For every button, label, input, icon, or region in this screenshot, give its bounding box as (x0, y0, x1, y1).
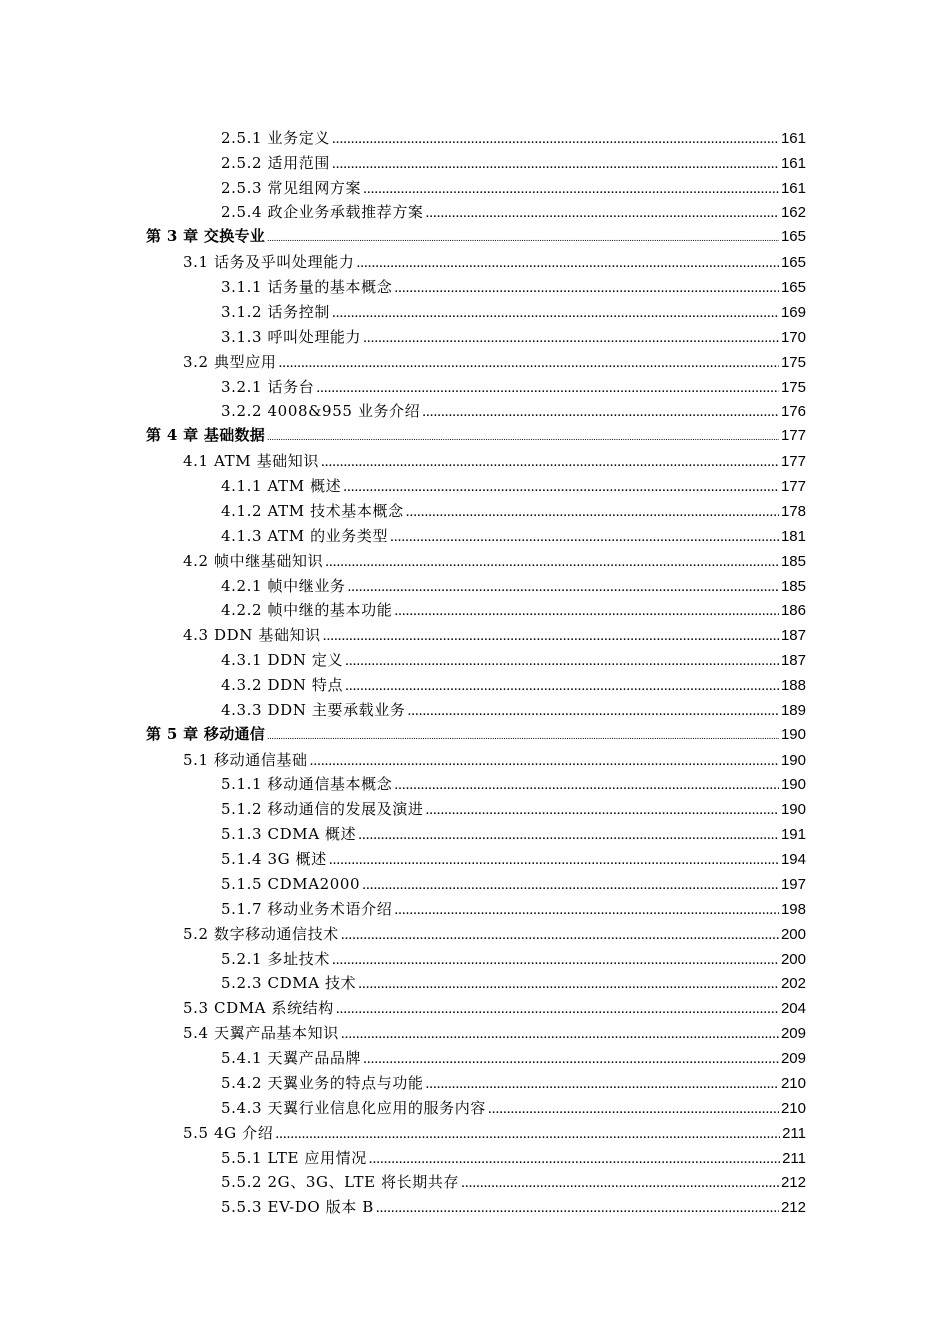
toc-page-number: 177 (780, 478, 806, 496)
toc-page-number: 212 (780, 1199, 806, 1217)
toc-entry-title: 5.2.3 CDMA 技术 (221, 974, 357, 993)
toc-section-entry[interactable] (0, 323, 950, 348)
toc-section-entry[interactable] (0, 1144, 950, 1169)
toc-dot-leader (407, 702, 778, 721)
toc-entry-title: 3.2.2 4008&955 业务介绍 (221, 402, 421, 421)
toc-entry-title: 4.1 ATM 基础知识 (183, 452, 319, 471)
toc-dot-leader (310, 752, 779, 771)
toc-section-entry[interactable] (0, 348, 950, 373)
toc-page-number: 165 (780, 254, 806, 272)
toc-section-entry[interactable] (0, 1019, 950, 1044)
toc-page-number: 210 (780, 1074, 806, 1092)
toc-entry-line (221, 203, 806, 223)
toc-section-entry[interactable] (0, 671, 950, 696)
toc-section-entry[interactable] (0, 1094, 950, 1119)
toc-dot-leader (341, 926, 779, 945)
toc-dot-leader (363, 180, 779, 199)
toc-dot-leader (394, 901, 779, 920)
toc-dot-leader (329, 851, 779, 870)
toc-page-number: 204 (780, 1000, 806, 1018)
toc-section-entry[interactable] (0, 273, 950, 298)
toc-section-entry[interactable] (0, 845, 950, 870)
toc-entry-line (146, 227, 806, 248)
toc-dot-leader (345, 652, 779, 671)
toc-dot-leader (356, 254, 779, 273)
toc-entry-line (221, 179, 806, 199)
toc-page-number: 185 (780, 577, 806, 595)
toc-section-entry[interactable] (0, 597, 950, 622)
toc-entry-title: 5.2.1 多址技术 (221, 949, 330, 968)
toc-entry-line (146, 426, 806, 447)
toc-page-number: 181 (780, 527, 806, 545)
toc-entry-line (221, 527, 806, 547)
toc-dot-leader (394, 279, 779, 298)
toc-page-number: 161 (780, 154, 806, 172)
toc-dot-leader (390, 528, 779, 547)
toc-entry-line (221, 378, 806, 398)
toc-entry-line (221, 477, 806, 497)
toc-entry-line (221, 1074, 806, 1094)
toc-page-number: 177 (780, 453, 806, 471)
toc-page-number: 177 (780, 427, 806, 445)
toc-entry-title: 2.5.2 适用范围 (221, 153, 330, 172)
toc-page-number: 212 (780, 1174, 806, 1192)
toc-entry-title: 5.1 移动通信基础 (183, 750, 308, 769)
toc-entry-title: 4.1.2 ATM 技术基本概念 (221, 501, 404, 520)
toc-section-entry[interactable] (0, 795, 950, 820)
toc-entry-title: 5.4.1 天翼产品品牌 (221, 1049, 362, 1068)
toc-entry-title: 5.1.2 移动通信的发展及演进 (221, 800, 424, 819)
toc-page-number: 190 (780, 751, 806, 769)
toc-entry-line (221, 950, 806, 970)
toc-entry-title: 4.2.2 帧中继的基本功能 (221, 601, 393, 620)
toc-section-entry[interactable] (0, 547, 950, 572)
toc-entry-title: 4.3.2 DDN 特点 (221, 675, 344, 694)
toc-entry-title: 5.4.3 天翼行业信息化应用的服务内容 (221, 1098, 486, 1117)
toc-dot-leader (362, 876, 779, 895)
toc-entry-line (221, 303, 806, 323)
toc-dot-leader (426, 204, 779, 223)
toc-section-entry[interactable] (0, 771, 950, 796)
toc-page-number: 200 (780, 925, 806, 943)
toc-page-number: 200 (780, 950, 806, 968)
toc-entry-title: 3.2.1 话务台 (221, 377, 315, 396)
toc-section-entry[interactable] (0, 373, 950, 398)
toc-dot-leader (323, 627, 779, 646)
toc-dot-leader (406, 503, 779, 522)
toc-entry-line (221, 800, 806, 820)
toc-entry-line (221, 1198, 806, 1218)
toc-page-number: 185 (780, 552, 806, 570)
toc-entry-title: 4.3.1 DDN 定义 (221, 651, 344, 670)
toc-page-number: 209 (780, 1025, 806, 1043)
toc-entry-title: 5.5.1 LTE 应用情况 (221, 1148, 367, 1167)
toc-entry-title: 5.1.4 3G 概述 (221, 850, 327, 869)
toc-dot-leader (345, 677, 779, 696)
toc-dot-leader (336, 1000, 779, 1019)
toc-entry-line (221, 1173, 806, 1193)
toc-entry-line (183, 626, 806, 646)
toc-entry-title: 5.5.2 2G、3G、LTE 将长期共存 (221, 1173, 460, 1192)
toc-page-number: 197 (780, 875, 806, 893)
toc-dot-leader (394, 776, 779, 795)
toc-section-entry[interactable] (0, 497, 950, 522)
toc-dot-leader (363, 1050, 779, 1069)
toc-dot-leader (278, 354, 779, 373)
toc-page-number: 162 (780, 204, 806, 222)
toc-page-number: 187 (780, 627, 806, 645)
toc-chapter-entry[interactable] (0, 422, 950, 447)
toc-entry-line (221, 278, 806, 298)
toc-page-number: 188 (780, 676, 806, 694)
toc-entry-line (183, 925, 806, 945)
toc-entry-line (221, 129, 806, 149)
toc-dot-leader (325, 553, 779, 572)
toc-entry-line (183, 353, 806, 373)
toc-page-number: 211 (782, 1124, 806, 1142)
toc-page-number: 186 (780, 602, 806, 620)
toc-section-entry[interactable] (0, 174, 950, 199)
toc-entry-line (221, 1099, 806, 1119)
toc-entry-title: 5.1.7 移动业务术语介绍 (221, 899, 393, 918)
toc-section-entry[interactable] (0, 522, 950, 547)
toc-dot-leader (316, 379, 779, 398)
toc-section-entry[interactable] (0, 298, 950, 323)
toc-page-number: 165 (780, 228, 806, 246)
toc-page-number: 194 (780, 851, 806, 869)
toc-page-number: 202 (780, 975, 806, 993)
toc-entry-line (221, 825, 806, 845)
toc-entry-line (221, 775, 806, 795)
toc-entry-title: 5.2 数字移动通信技术 (183, 924, 339, 943)
toc-dot-leader (363, 329, 779, 348)
toc-dot-leader (488, 1100, 779, 1119)
toc-entry-title: 4.3.3 DDN 主要承载业务 (221, 700, 406, 719)
toc-page-number: 165 (780, 279, 806, 297)
toc-entry-line (183, 1024, 806, 1044)
toc-section-entry[interactable] (0, 1119, 950, 1144)
toc-entry-title: 5.3 CDMA 系统结构 (183, 999, 334, 1018)
toc-entry-title: 5.1.5 CDMA2000 (221, 874, 361, 893)
toc-section-entry[interactable] (0, 149, 950, 174)
toc-section-entry[interactable] (0, 1069, 950, 1094)
toc-dot-leader (426, 1075, 779, 1094)
toc-entry-title: 4.3 DDN 基础知识 (183, 626, 321, 645)
toc-page-number: 175 (780, 378, 806, 396)
toc-page-number: 175 (780, 353, 806, 371)
toc-entry-title: 4.2 帧中继基础知识 (183, 551, 324, 570)
toc-entry-line (221, 502, 806, 522)
toc-entry-title: 5.5 4G 介绍 (183, 1123, 274, 1142)
toc-page-number: 190 (780, 725, 806, 743)
toc-dot-leader (343, 478, 779, 497)
toc-entry-title: 5.1.3 CDMA 概述 (221, 825, 357, 844)
toc-entry-line (221, 1149, 806, 1169)
toc-page-number: 178 (780, 502, 806, 520)
toc-section-entry[interactable] (0, 398, 950, 423)
toc-entry-line (221, 850, 806, 870)
toc-section-entry[interactable] (0, 124, 950, 149)
toc-dot-leader (332, 155, 779, 174)
toc-entry-title: 4.1.3 ATM 的业务类型 (221, 526, 389, 545)
toc-dot-leader (332, 130, 779, 149)
toc-entry-title: 第 5 章 移动通信 (146, 724, 266, 743)
toc-section-entry[interactable] (0, 646, 950, 671)
toc-dot-leader (321, 453, 779, 472)
toc-dot-leader (341, 1025, 779, 1044)
toc-entry-line (183, 253, 806, 273)
toc-entry-line (183, 999, 806, 1019)
toc-entry-line (221, 601, 806, 621)
toc-entry-line (221, 651, 806, 671)
toc-section-entry[interactable] (0, 994, 950, 1019)
toc-page-number: 161 (780, 179, 806, 197)
toc-section-entry[interactable] (0, 248, 950, 273)
toc-page-number: 209 (780, 1050, 806, 1068)
toc-entry-line (221, 900, 806, 920)
toc-section-entry[interactable] (0, 920, 950, 945)
toc-page-number: 169 (780, 303, 806, 321)
toc-entry-title: 第 3 章 交换专业 (146, 227, 266, 246)
toc-entry-title: 3.2 典型应用 (183, 352, 277, 371)
toc-entry-line (183, 552, 806, 572)
toc-dot-leader (332, 304, 779, 323)
toc-entry-line (221, 154, 806, 174)
toc-section-entry[interactable] (0, 820, 950, 845)
toc-entry-title: 2.5.4 政企业务承载推荐方案 (221, 203, 424, 222)
toc-page-number: 190 (780, 776, 806, 794)
toc-entry-title: 4.2.1 帧中继业务 (221, 576, 346, 595)
toc-section-entry[interactable] (0, 621, 950, 646)
toc-dot-leader (348, 578, 779, 597)
toc-entry-line (221, 676, 806, 696)
toc-entry-line (146, 725, 806, 746)
toc-page-number: 191 (780, 826, 806, 844)
toc-section-entry[interactable] (0, 1169, 950, 1194)
toc-dot-leader (422, 403, 779, 422)
toc-entry-title: 5.4 天翼产品基本知识 (183, 1024, 339, 1043)
toc-section-entry[interactable] (0, 895, 950, 920)
toc-page-number: 187 (780, 652, 806, 670)
toc-entry-line (221, 577, 806, 597)
toc-entry-line (221, 1049, 806, 1069)
toc-entry-line (221, 875, 806, 895)
toc-section-entry[interactable] (0, 945, 950, 970)
toc-entry-title: 4.1.1 ATM 概述 (221, 477, 342, 496)
toc-section-entry[interactable] (0, 1044, 950, 1069)
toc-page-number: 189 (780, 701, 806, 719)
toc-entry-title: 5.1.1 移动通信基本概念 (221, 775, 393, 794)
toc-entry-line (221, 974, 806, 994)
toc-entry-title: 3.1.3 呼叫处理能力 (221, 327, 362, 346)
toc-section-entry[interactable] (0, 870, 950, 895)
toc-page-number: 190 (780, 801, 806, 819)
toc-section-entry[interactable] (0, 1193, 950, 1218)
toc-entry-line (221, 701, 806, 721)
toc-dot-leader (376, 1199, 779, 1218)
toc-chapter-entry[interactable] (0, 223, 950, 248)
toc-section-entry[interactable] (0, 472, 950, 497)
toc-dot-leader (358, 826, 779, 845)
toc-section-entry[interactable] (0, 696, 950, 721)
toc-entry-title: 2.5.1 业务定义 (221, 128, 330, 147)
toc-entry-title: 第 4 章 基础数据 (146, 426, 266, 445)
toc-entry-line (183, 751, 806, 771)
toc-section-entry[interactable] (0, 199, 950, 224)
toc-chapter-entry[interactable] (0, 721, 950, 746)
toc-entry-title: 5.4.2 天翼业务的特点与功能 (221, 1073, 424, 1092)
toc-entry-line (183, 452, 806, 472)
toc-page-number: 198 (780, 900, 806, 918)
toc-section-entry[interactable] (0, 447, 950, 472)
toc-entry-title: 5.5.3 EV-DO 版本 B (221, 1198, 374, 1217)
toc-dot-leader (426, 801, 779, 820)
toc-page-number: 170 (780, 328, 806, 346)
toc-entry-line (183, 1124, 806, 1144)
toc-entry-title: 3.1.2 话务控制 (221, 302, 330, 321)
toc-dot-leader (369, 1150, 780, 1169)
toc-page-number: 176 (780, 403, 806, 421)
toc-section-entry[interactable] (0, 970, 950, 995)
toc-entry-title: 3.1.1 话务量的基本概念 (221, 278, 393, 297)
toc-dot-leader (267, 229, 779, 248)
toc-dot-leader (275, 1125, 780, 1144)
toc-dot-leader (394, 602, 779, 621)
toc-section-entry[interactable] (0, 572, 950, 597)
toc-page-number: 211 (782, 1149, 806, 1167)
toc-section-entry[interactable] (0, 746, 950, 771)
toc-dot-leader (332, 951, 779, 970)
toc-page-number: 161 (780, 129, 806, 147)
toc-dot-leader (461, 1174, 779, 1193)
toc-entry-title: 2.5.3 常见组网方案 (221, 178, 362, 197)
toc-entry-line (221, 328, 806, 348)
toc-page-number: 210 (780, 1099, 806, 1117)
toc-dot-leader (267, 727, 779, 746)
toc-entry-title: 3.1 话务及乎叫处理能力 (183, 253, 355, 272)
toc-dot-leader (267, 428, 779, 447)
toc-dot-leader (358, 975, 779, 994)
toc-entry-line (221, 402, 806, 422)
